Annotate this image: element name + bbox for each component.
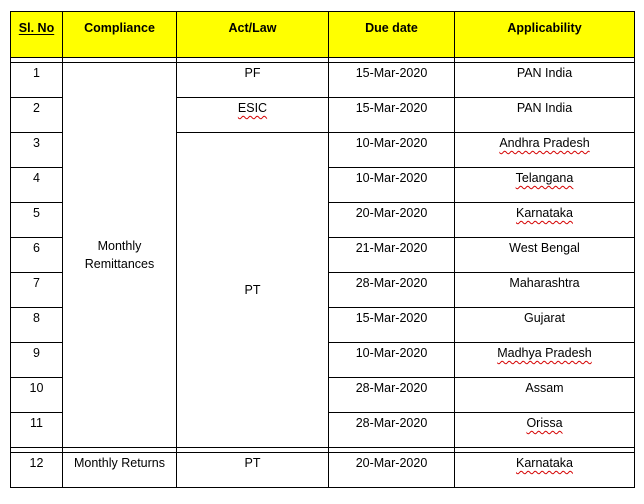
row-number: 9 [11,343,63,378]
applicability: West Bengal [455,238,635,273]
due-date: 28-Mar-2020 [329,378,455,413]
header-sl-no: Sl. No [11,12,63,58]
due-date: 15-Mar-2020 [329,308,455,343]
compliance-monthly-remittances: Monthly Remittances [63,63,177,448]
due-date: 28-Mar-2020 [329,273,455,308]
table-row [11,63,635,98]
applicability: Karnataka [455,203,635,238]
applicability: Andhra Pradesh [455,133,635,168]
header-compliance: Compliance [63,12,177,58]
header-applicability: Applicability [455,12,635,58]
act-law-pt: PT [177,133,329,448]
compliance-table [10,11,635,488]
act-law: PF [177,63,329,98]
due-date: 20-Mar-2020 [329,203,455,238]
compliance-monthly-returns: Monthly Returns [63,453,177,488]
row-number: 10 [11,378,63,413]
row-number: 4 [11,168,63,203]
applicability: Assam [455,378,635,413]
row-number: 11 [11,413,63,448]
due-date: 21-Mar-2020 [329,238,455,273]
due-date: 10-Mar-2020 [329,343,455,378]
row-number: 7 [11,273,63,308]
due-date: 28-Mar-2020 [329,413,455,448]
header-row [11,12,635,58]
row-number: 3 [11,133,63,168]
row-number: 8 [11,308,63,343]
due-date: 10-Mar-2020 [329,168,455,203]
due-date: 20-Mar-2020 [329,453,455,488]
applicability: Orissa [455,413,635,448]
applicability: Karnataka [455,453,635,488]
due-date: 15-Mar-2020 [329,63,455,98]
applicability: Maharashtra [455,273,635,308]
due-date: 15-Mar-2020 [329,98,455,133]
applicability: Telangana [455,168,635,203]
header-due-date: Due date [329,12,455,58]
row-number: 2 [11,98,63,133]
header-act-law: Act/Law [177,12,329,58]
row-number: 12 [11,453,63,488]
row-number: 5 [11,203,63,238]
applicability: Gujarat [455,308,635,343]
applicability: PAN India [455,98,635,133]
row-number: 6 [11,238,63,273]
table-row [11,453,635,488]
row-number: 1 [11,63,63,98]
applicability: Madhya Pradesh [455,343,635,378]
applicability: PAN India [455,63,635,98]
due-date: 10-Mar-2020 [329,133,455,168]
act-law: ESIC [177,98,329,133]
act-law: PT [177,453,329,488]
